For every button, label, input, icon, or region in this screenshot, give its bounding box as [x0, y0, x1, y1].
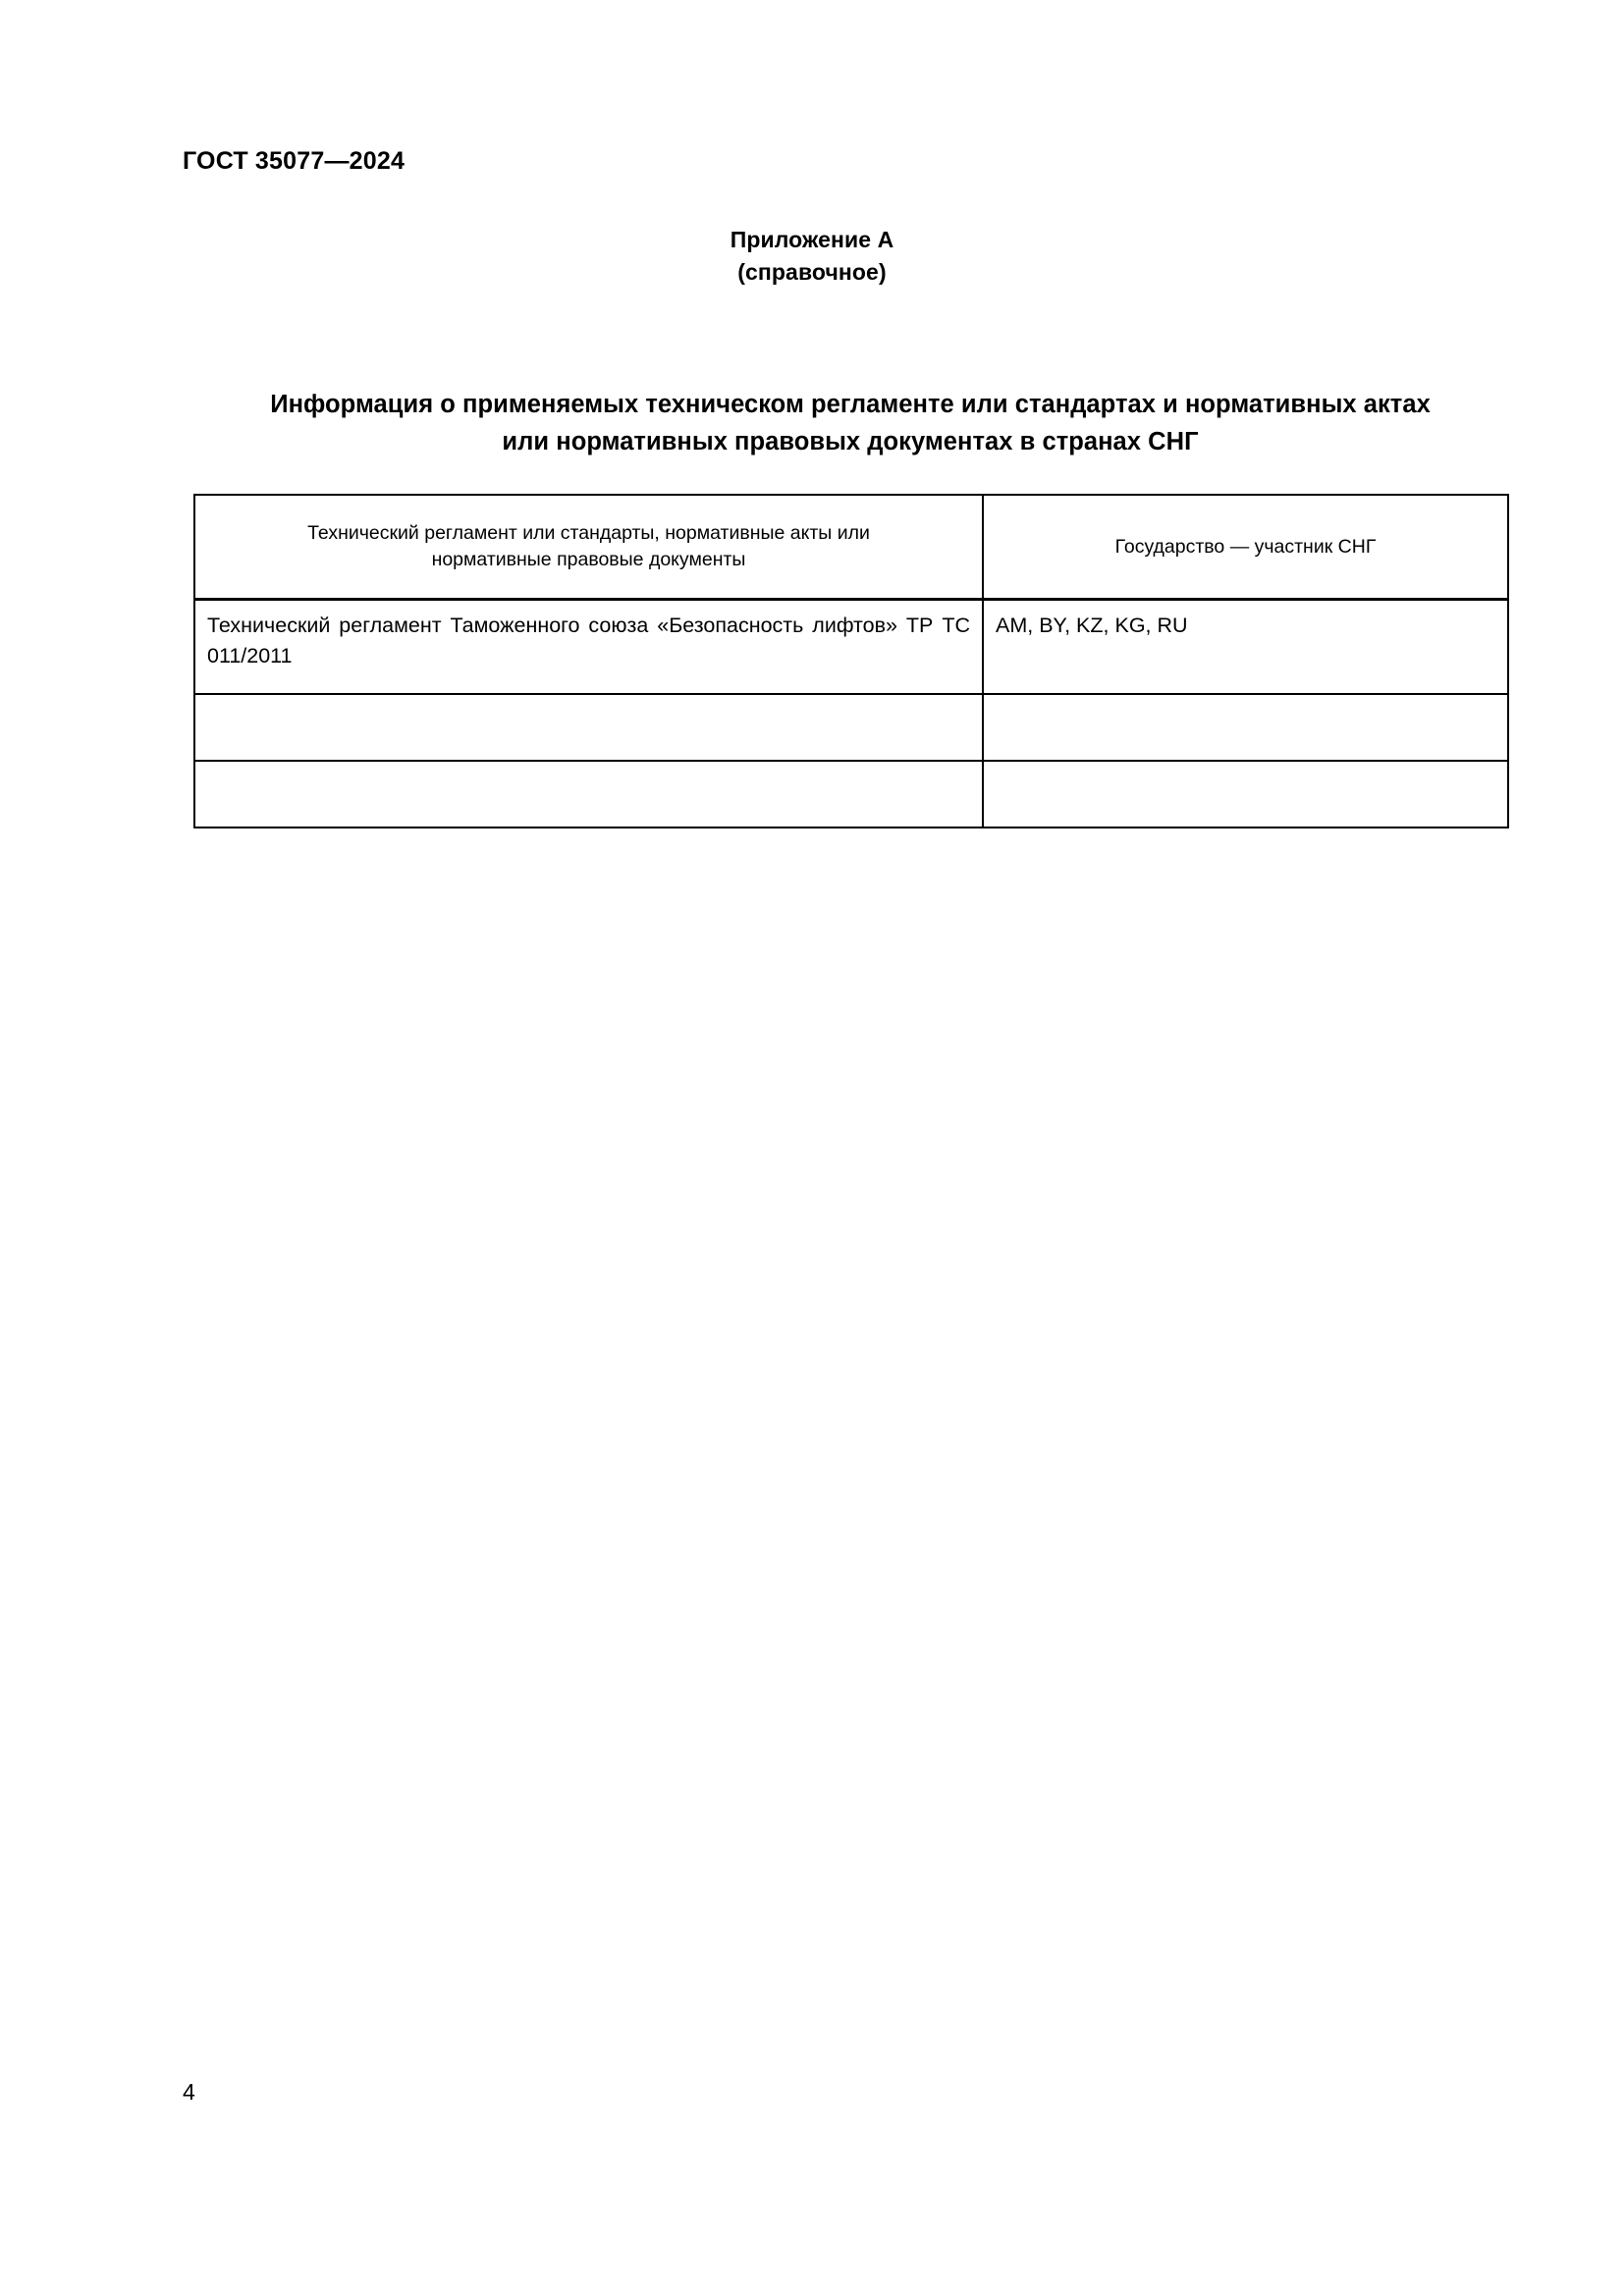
table-row [194, 694, 1508, 761]
page-number: 4 [183, 2079, 195, 2105]
page-title [193, 386, 1507, 460]
cis-regulations-table [193, 494, 1509, 828]
column-header-states-label: Государство — участник СНГ [1114, 535, 1377, 558]
appendix-heading-block [0, 224, 1624, 289]
table-body [194, 600, 1508, 828]
cell-states [983, 694, 1508, 761]
cell-states: AM, BY, KZ, KG, RU [983, 600, 1508, 695]
table-row [194, 600, 1508, 695]
page-title-line-1: Информация о применяемых техническом регламенте или стандартах и нормативных актах [270, 391, 1431, 418]
column-header-documents [194, 495, 983, 600]
appendix-kind: (справочное) [737, 259, 887, 285]
table-header [194, 495, 1508, 600]
column-header-states [983, 495, 1508, 600]
table-row [194, 761, 1508, 828]
cell-document: Технический регламент Таможенного союза «Безопасность лифтов» ТР ТС 011/2011 [194, 600, 983, 695]
cell-states [983, 761, 1508, 828]
cell-document [194, 694, 983, 761]
column-header-documents-line-1: Технический регламент или стандарты, нормативные акты или [307, 522, 870, 544]
table-header-row [194, 495, 1508, 600]
cell-document [194, 761, 983, 828]
running-header: ГОСТ 35077—2024 [183, 147, 406, 175]
column-header-documents-line-2: нормативные правовые документы [431, 549, 746, 570]
page-title-line-2: или нормативных правовых документах в странах СНГ [502, 428, 1199, 455]
appendix-label: Приложение А [730, 227, 894, 252]
